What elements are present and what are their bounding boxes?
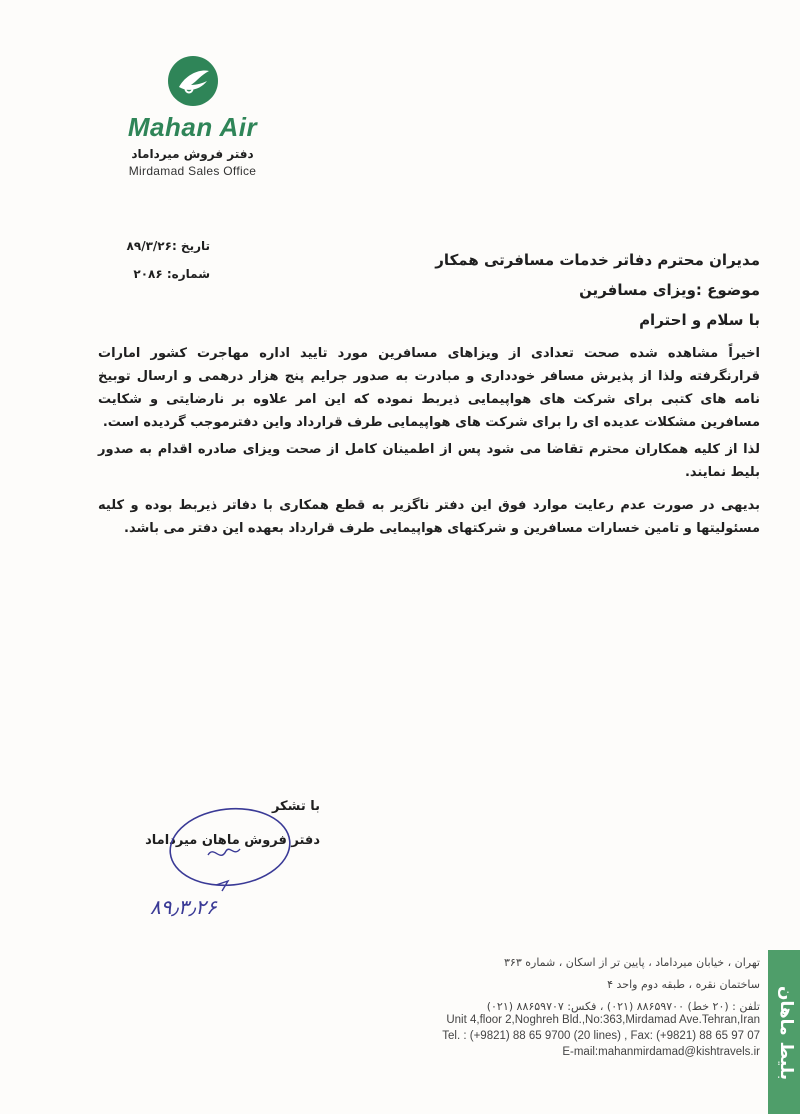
body-paragraph-2: لذا از کلیه همکاران محترم تقاضا می شود پس از اطمینان کامل از صحت ویزای صادره اقدام به صدور بلیط نمایند. bbox=[98, 442, 760, 480]
footer-en-line-2: Tel. : (+9821) 88 65 9700 (20 lines) , Fax: (+9821) 88 65 97 07 bbox=[442, 1030, 760, 1042]
mahan-air-logo-icon bbox=[167, 55, 219, 107]
letterhead bbox=[100, 55, 285, 178]
body-paragraph-3: بدیهی در صورت عدم رعایت موارد فوق این دفتر ناگزیر به قطع همکاری با دفاتر ذیربط بوده و کلیه مسئولیتها و تامین خسارات مسافرین و شرکتهای هواپیمایی طرف قرارداد بعهده این دفتر می باشد. bbox=[98, 498, 760, 536]
side-brand-label: بلیط ماهان bbox=[776, 986, 796, 1080]
closing-thanks: با تشکر bbox=[271, 799, 320, 814]
footer-fa-line-3: تلفن : (۲۰ خط) ۸۸۶۵۹۷۰۰ (۰۲۱) ، فکس: ۸۸۶۵۹۷۰۷ (۰۲۱) bbox=[486, 1000, 760, 1013]
ink-stamp-icon bbox=[168, 805, 298, 900]
office-name-en: Mirdamad Sales Office bbox=[128, 164, 257, 178]
footer-en-line-1: Unit 4,floor 2,Noghreh Bld.,No:363,Mirdamad Ave.Tehran,Iran bbox=[446, 1014, 760, 1026]
greeting-line: با سلام و احترام bbox=[639, 311, 760, 329]
letter-meta bbox=[110, 232, 210, 288]
letter-date: تاریخ :۸۹/۳/۲۶ bbox=[126, 239, 210, 253]
handwritten-date: ۸۹٫۳٫۲۶ bbox=[150, 895, 217, 919]
subject-line: موضوع :ویزای مسافرین bbox=[579, 281, 760, 299]
office-name-fa: دفتر فروش میرداماد bbox=[131, 147, 254, 161]
footer-fa-line-1: تهران ، خیابان میرداماد ، پایین تر از اسکان ، شماره ۳۶۳ bbox=[504, 956, 760, 969]
footer-en-line-3: E-mail:mahanmirdamad@kishtravels.ir bbox=[562, 1046, 760, 1058]
letter-body bbox=[98, 342, 760, 544]
closing-signature: دفتر فروش ماهان میرداماد bbox=[145, 833, 320, 848]
footer-address-fa bbox=[440, 952, 760, 1018]
brand-name: Mahan Air bbox=[127, 112, 258, 142]
body-paragraph-1: اخیراً مشاهده شده صحت تعدادی از ویزاهای مسافرین مورد تایید اداره مهاجرت کشور امارات قرارنگرفته ولذا از پذیرش مسافر خودداری و مبادرت به صدور جرایم پنج هزار درهمی و ارسال توبیخ نامه های کتبی برای شرکت های هواپیمایی ذیربط نموده که این امر علاوه بر نارضایتی و شکایت مسافرین مشکلات عدیده ای را برای شرکت های هواپیمایی طرف قرارداد واین دفترموجب گردیده است. bbox=[98, 346, 760, 430]
letter-number: شماره: ۲۰۸۶ bbox=[133, 267, 210, 281]
footer-address-en bbox=[340, 1012, 760, 1060]
footer-fa-line-2: ساختمان نقره ، طبقه دوم واحد ۴ bbox=[607, 978, 760, 991]
recipient-line: مدیران محترم دفاتر خدمات مسافرتی همکار bbox=[435, 251, 760, 269]
address-block bbox=[310, 245, 760, 335]
